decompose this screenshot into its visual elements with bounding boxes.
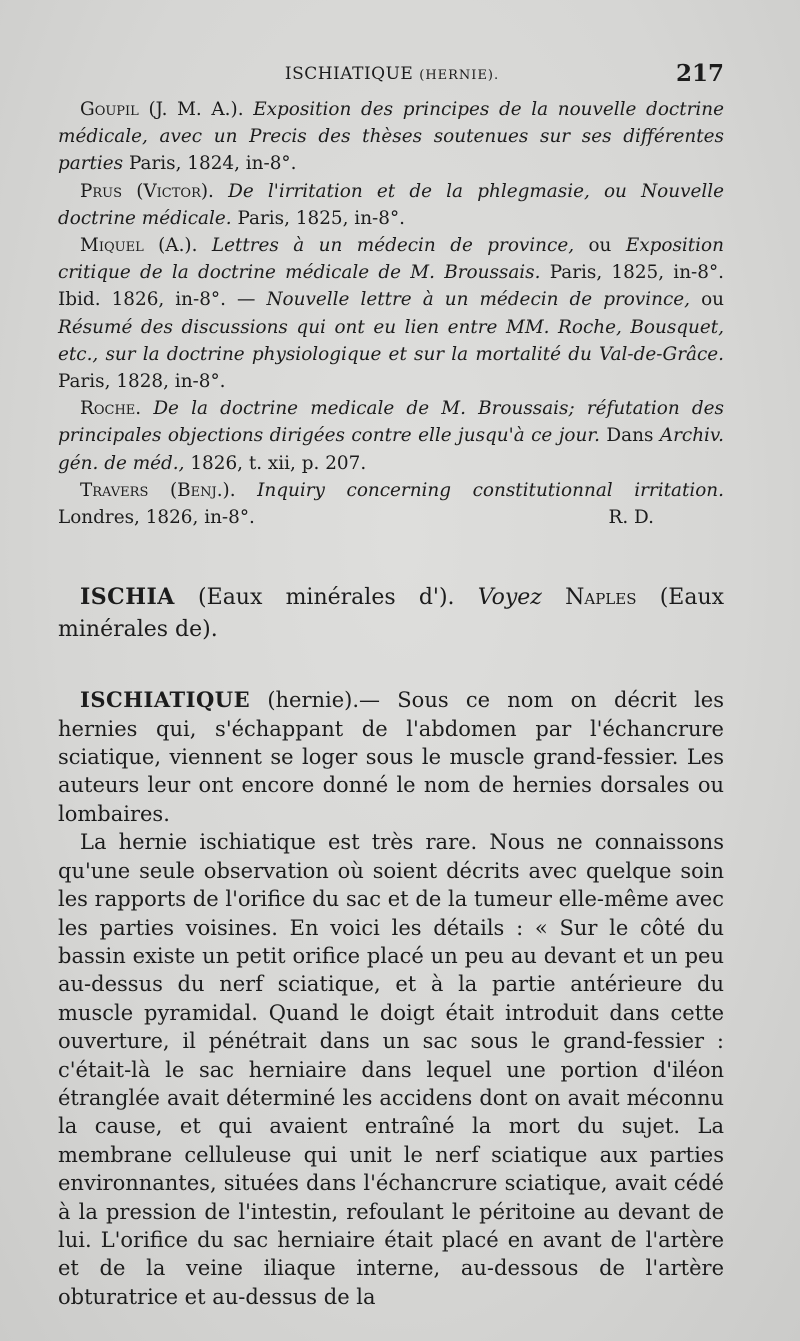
bib-connector-2: ou: [701, 289, 724, 311]
bib-author: Travers (Benj.).: [80, 479, 236, 501]
bib-imprint: 1826, t. xii, p. 207.: [190, 452, 367, 474]
article-para-1-text: (hernie).— Sous ce nom on décrit les hernies qui, s'échappant de l'abdomen par l'échancrure sciatique, viennent se loger sous le muscle grand-fessier. Les auteurs leur ont encore donné le nom de hernies dorsales ou lombaires.: [58, 688, 724, 826]
author-signature: R. D.: [608, 507, 654, 529]
article-headword: ISCHIATIQUE: [80, 687, 251, 713]
bib-title: Lettres à un médecin de province,: [211, 235, 575, 257]
page-header: [60, 60, 724, 90]
cross-reference-tail: (Eaux minérales de).: [58, 585, 725, 643]
bib-author: Miquel (A.).: [80, 235, 198, 257]
entry-ischia: [58, 581, 724, 646]
bib-imprint: Paris, 1825, in-8°.: [237, 207, 405, 229]
entry-headword: ISCHIA: [80, 584, 175, 611]
entry-text: (Eaux minérales d').: [198, 585, 455, 611]
bib-imprint: Paris, 1824, in-8°.: [128, 153, 297, 175]
bib-journal: Archiv. gén. de méd.,: [58, 425, 724, 474]
bib-title-2: Exposition critique de la doctrine médicale de M. Broussais.: [58, 235, 724, 284]
bib-title-4: Résumé des discussions qui ont eu lien entre MM. Roche, Bousquet, etc., sur la doctrine physiologique et sur la mortalité du Val-de-Grâce.: [58, 316, 724, 365]
running-head-title: ISCHIATIQUE: [284, 64, 414, 84]
article-paragraph-2: La hernie ischiatique est très rare. Nous ne connaissons qu'une seule observation où soient décrits avec quelque soin les rapports de l'orifice du sac et de la tumeur elle-même avec les parties voisines. En voici les détails : « Sur le côté du bassin existe un petit orifice placé un peu au devant et un peu au-dessus du nerf sciatique, et à la partie antérieure du muscle pyramidal. Quand le doigt était introduit dans cette ouverture, il pénétrait dans un sac sous le grand-fessier : c'était-là le sac herniaire dans lequel une portion d'iléon étranglée avait déterminé les accidens dont on avait méconnu la cause, et qui avaient entraîné la mort du sujet. La membrane celluleuse qui unit le nerf sciatique aux parties environnantes, situées dans l'échancrure sciatique, avait cédé à la pression de l'intestin, refoulant le péritoine au devant de lui. L'orifice du sac herniaire était placé en avant de l'artère et de la veine iliaque interne, au-dessous de l'artère obturatrice et au-dessus de la: [58, 830, 724, 1309]
bib-title: De la doctrine medicale de M. Broussais; réfutation des principales objections dirigées contre elle jusqu'à ce jour.: [58, 398, 724, 447]
running-head: [60, 64, 724, 84]
bib-title-3: Nouvelle lettre à un médecin de province,: [266, 289, 691, 311]
page-number: 217: [675, 60, 724, 87]
bib-author: Goupil (J. M. A.).: [80, 99, 244, 120]
cross-reference-label: Voyez: [477, 585, 542, 611]
bib-connector: Dans: [606, 425, 654, 447]
bib-imprint: Paris, 1828, in-8°.: [58, 371, 226, 393]
article-ischiatique: [58, 686, 724, 1311]
bibliography: [58, 96, 724, 531]
bib-title: Inquiry concerning constitutionnal irritation.: [257, 479, 724, 501]
bib-connector: ou: [588, 235, 612, 257]
bib-title: De l'irritation et de la phlegmasie, ou Nouvelle doctrine médicale.: [58, 180, 725, 229]
bib-entry-travers: [58, 477, 724, 531]
bib-imprint: Londres, 1826, in-8°.: [58, 507, 255, 529]
cross-reference-target: Naples: [565, 585, 637, 611]
bib-entry-goupil: [58, 96, 724, 178]
bib-imprint-mid: Paris, 1825, in-8°. Ibid. 1826, in-8°. —: [58, 262, 724, 311]
running-head-subtitle: (HERNIE).: [419, 68, 500, 83]
article-paragraph-1: [58, 686, 724, 828]
bib-title: Exposition des principes de la nouvelle doctrine médicale, avec un Precis des thèses soutenues sur ses différentes parties: [58, 99, 724, 175]
bib-entry-miquel: [58, 232, 724, 395]
bib-entry-roche: [58, 395, 724, 477]
bib-author: Prus (Victor).: [80, 180, 214, 202]
bib-entry-prus: [58, 178, 724, 232]
bib-author: Roche.: [80, 398, 142, 420]
page-body: [58, 96, 724, 1311]
